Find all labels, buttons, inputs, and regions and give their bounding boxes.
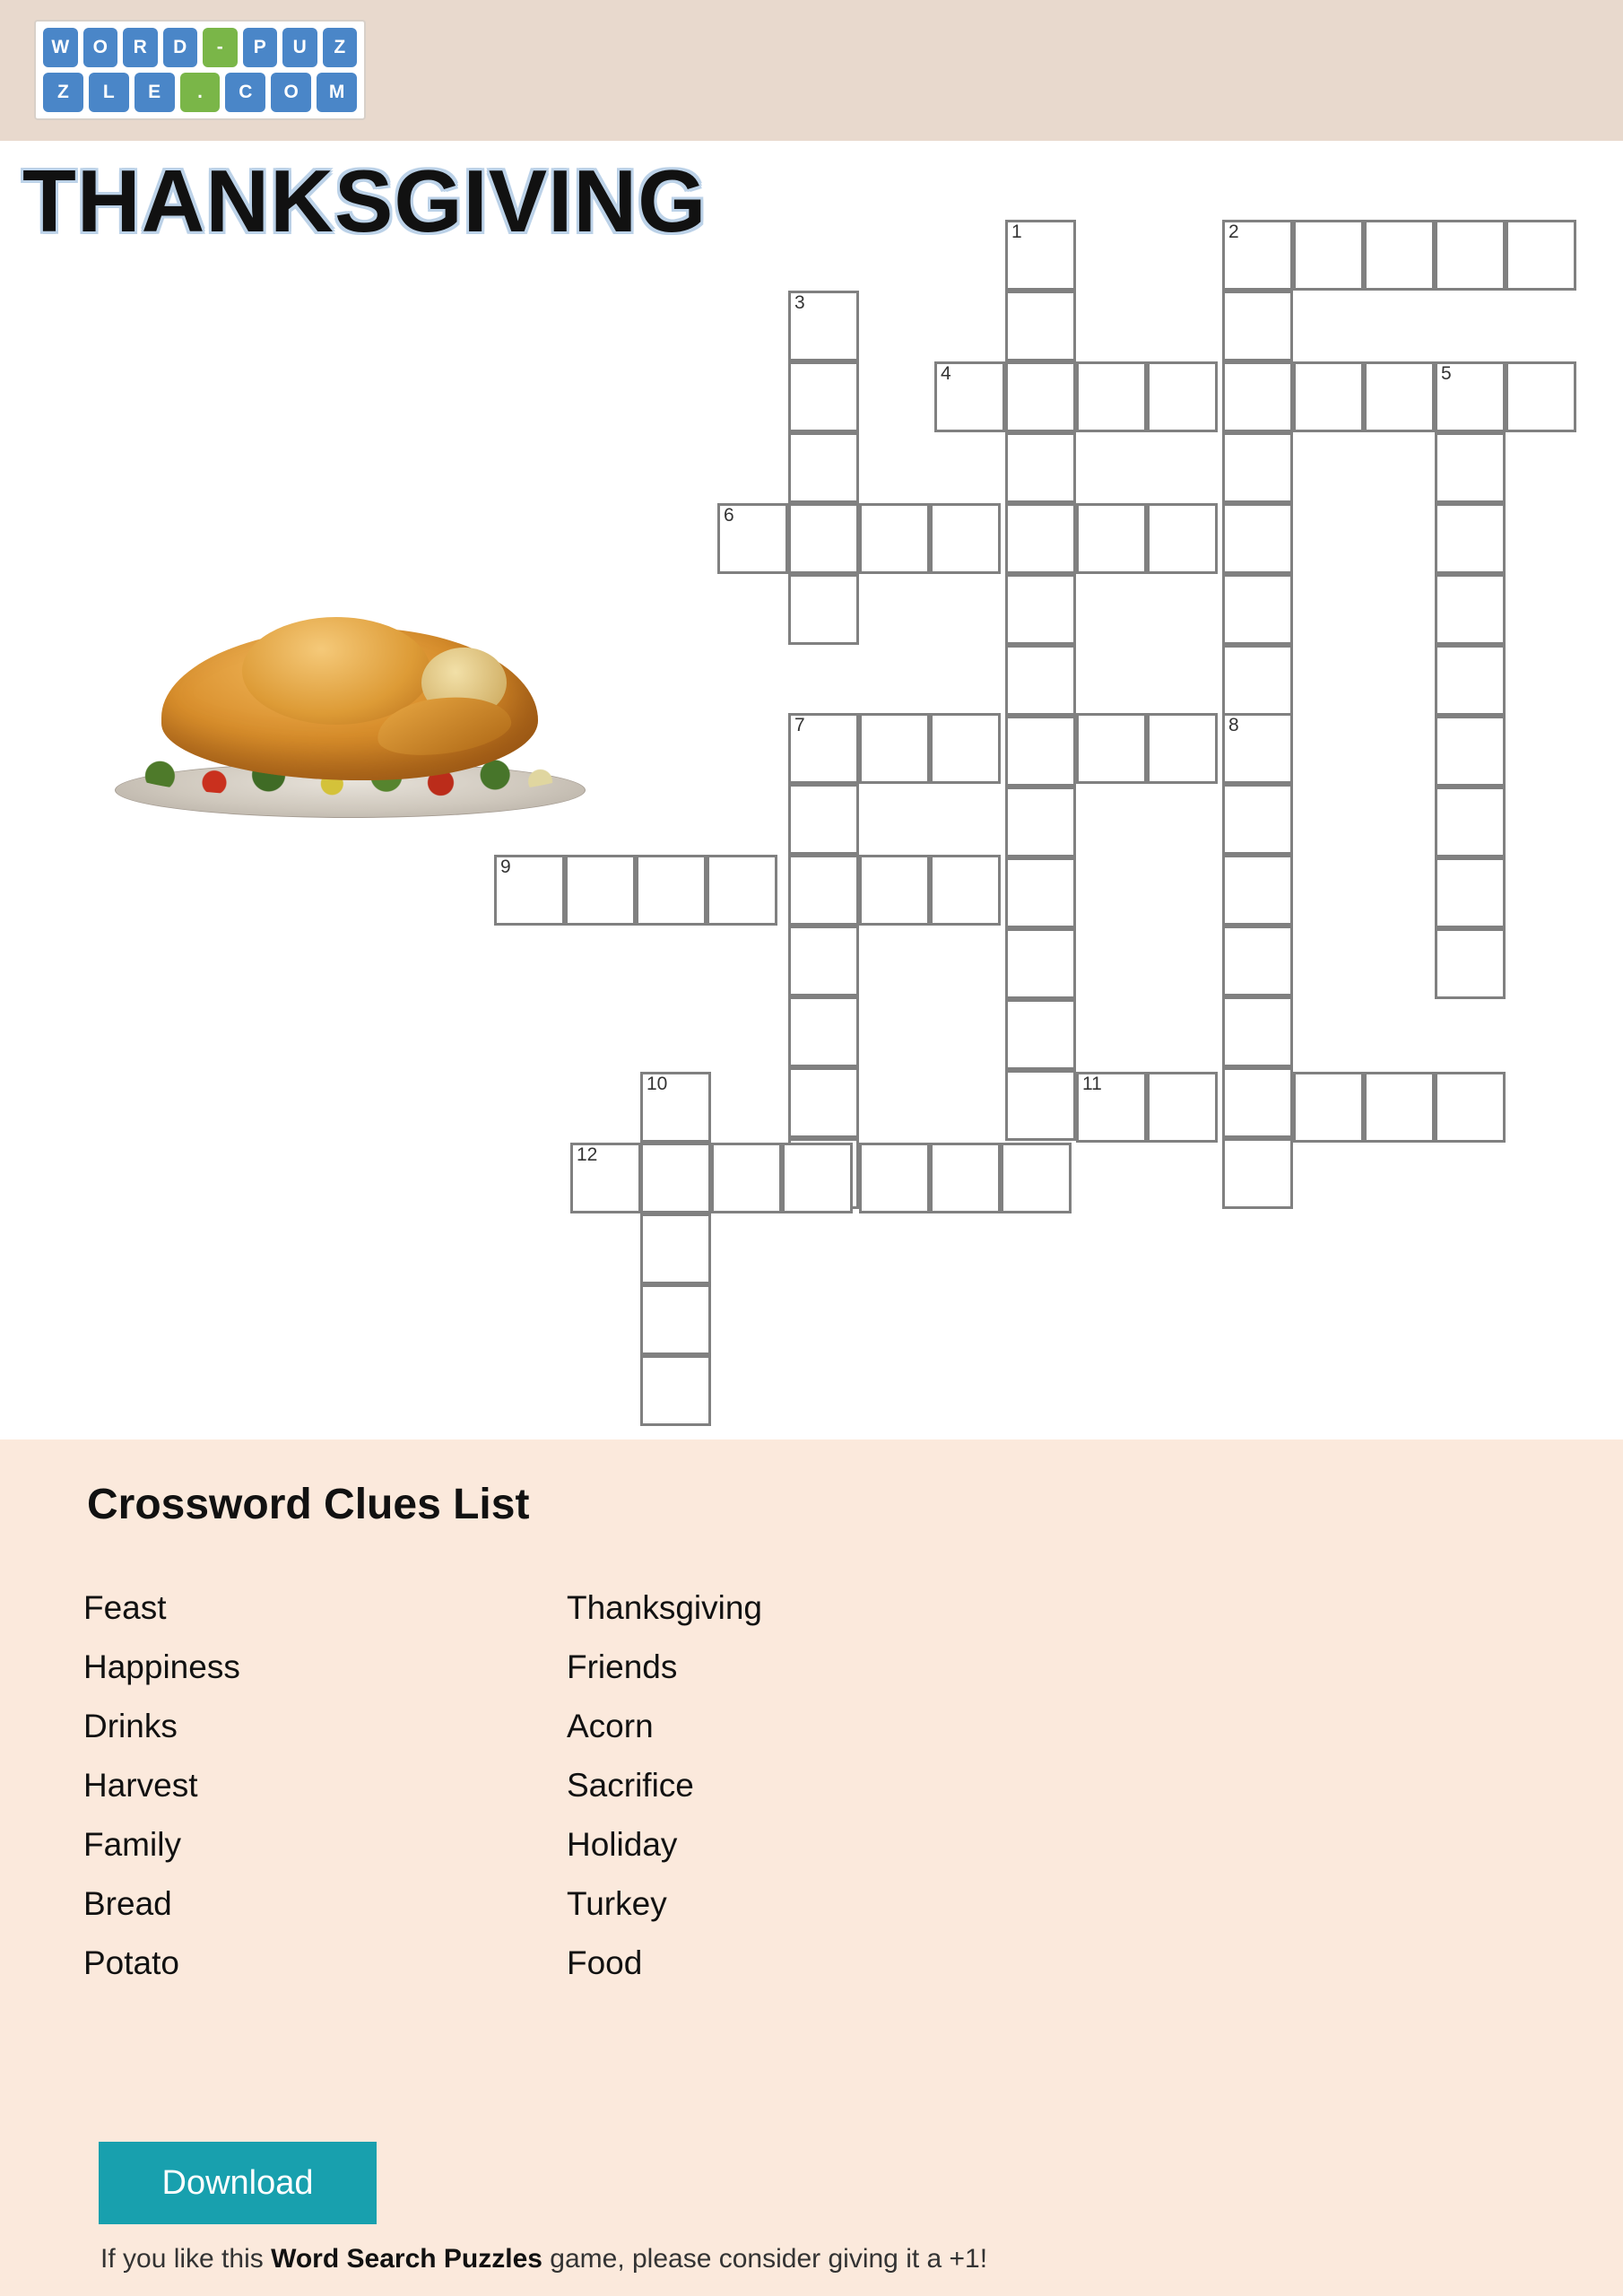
logo-tile-row1-4: - — [203, 28, 238, 67]
crossword-cell[interactable] — [1005, 645, 1076, 716]
page-title: THANKSGIVING — [22, 152, 707, 250]
clue-item-right-5: Turkey — [567, 1885, 667, 1922]
crossword-cell[interactable] — [1005, 857, 1076, 928]
crossword-cell[interactable] — [934, 361, 1005, 432]
crossword-cell[interactable] — [1005, 1070, 1076, 1141]
clue-item-right-0: Thanksgiving — [567, 1589, 763, 1626]
cell-number-7: 7 — [794, 715, 805, 735]
clue-item-right-1: Friends — [567, 1648, 678, 1685]
crossword-cell[interactable] — [1005, 291, 1076, 361]
crossword-cell[interactable] — [1435, 857, 1506, 928]
cell-number-8: 8 — [1228, 715, 1239, 735]
clue-item-right-6: Food — [567, 1944, 643, 1981]
crossword-cell[interactable] — [1435, 503, 1506, 574]
logo-tile-row1-7: Z — [323, 28, 358, 67]
crossword-cell[interactable] — [1364, 1072, 1435, 1143]
clue-item-left-3: Harvest — [83, 1767, 198, 1804]
logo-tile-row2-4: C — [225, 73, 265, 112]
crossword-cell[interactable] — [1435, 928, 1506, 999]
crossword-cell[interactable] — [1076, 361, 1147, 432]
cell-number-3: 3 — [794, 292, 805, 313]
crossword-cell[interactable] — [1005, 361, 1076, 432]
crossword-cell[interactable] — [788, 926, 859, 996]
crossword-cell[interactable] — [1222, 291, 1293, 361]
logo-tile-row2-1: L — [89, 73, 129, 112]
crossword-cell[interactable] — [1435, 716, 1506, 787]
crossword-cell[interactable] — [788, 503, 859, 574]
crossword-cell[interactable] — [1435, 432, 1506, 503]
crossword-cell[interactable] — [1222, 645, 1293, 716]
logo-row-top — [43, 28, 357, 67]
logo-tile-row2-5: O — [271, 73, 311, 112]
logo-tile-row1-2: R — [123, 28, 158, 67]
logo-tile-row2-2: E — [135, 73, 175, 112]
crossword-cell[interactable] — [859, 503, 930, 574]
footer-note-prefix: If you like this — [100, 2244, 272, 2274]
crossword-cell[interactable] — [1435, 1072, 1506, 1143]
cell-number-9: 9 — [500, 857, 511, 877]
crossword-cell[interactable] — [788, 713, 859, 784]
crossword-cell[interactable] — [1222, 926, 1293, 996]
clue-item-left-4: Family — [83, 1826, 181, 1863]
crossword-cell[interactable] — [1222, 574, 1293, 645]
crossword-cell[interactable] — [1222, 432, 1293, 503]
crossword-cell[interactable] — [1506, 361, 1576, 432]
crossword-cell[interactable] — [930, 713, 1001, 784]
crossword-cell[interactable] — [788, 432, 859, 503]
crossword-cell[interactable] — [788, 1067, 859, 1138]
footer-note-suffix: game, please consider giving it a +1! — [542, 2244, 988, 2274]
crossword-cell[interactable] — [1005, 432, 1076, 503]
clue-item-right-3: Sacrifice — [567, 1767, 694, 1804]
crossword-cell[interactable] — [859, 1143, 930, 1213]
crossword-cell[interactable] — [1076, 503, 1147, 574]
crossword-cell[interactable] — [788, 855, 859, 926]
clue-item-left-1: Happiness — [83, 1648, 240, 1685]
crossword-cell[interactable] — [1005, 716, 1076, 787]
clues-heading: Crossword Clues List — [87, 1481, 530, 1528]
crossword-cell[interactable] — [717, 503, 788, 574]
crossword-cell[interactable] — [640, 1143, 711, 1213]
crossword-cell[interactable] — [1435, 220, 1506, 291]
crossword-cell[interactable] — [859, 713, 930, 784]
crossword-cell[interactable] — [1005, 787, 1076, 857]
crossword-cell[interactable] — [1147, 361, 1218, 432]
crossword-cell[interactable] — [1001, 1143, 1072, 1213]
crossword-cell[interactable] — [1364, 361, 1435, 432]
crossword-cell[interactable] — [1076, 1072, 1147, 1143]
clue-item-left-6: Potato — [83, 1944, 179, 1981]
crossword-cell[interactable] — [711, 1143, 782, 1213]
crossword-cell[interactable] — [1005, 220, 1076, 291]
cell-number-6: 6 — [724, 505, 734, 526]
clue-item-right-2: Acorn — [567, 1708, 654, 1744]
logo-tile-row1-1: O — [83, 28, 118, 67]
logo-tile-row1-5: P — [243, 28, 278, 67]
crossword-cell[interactable] — [1222, 996, 1293, 1067]
clue-list-right — [567, 1578, 762, 1993]
crossword-cell[interactable] — [930, 1143, 1001, 1213]
crossword-cell[interactable] — [1506, 220, 1576, 291]
site-header — [0, 0, 1623, 141]
crossword-cell[interactable] — [640, 1284, 711, 1355]
crossword-cell[interactable] — [1435, 574, 1506, 645]
crossword-cell[interactable] — [1005, 574, 1076, 645]
clue-item-left-0: Feast — [83, 1589, 167, 1626]
crossword-cell[interactable] — [1293, 361, 1364, 432]
logo-tile-row2-6: M — [317, 73, 357, 112]
crossword-cell[interactable] — [707, 855, 777, 926]
crossword-cell[interactable] — [640, 1355, 711, 1426]
crossword-grid[interactable] — [0, 220, 1623, 1426]
crossword-cell[interactable] — [1222, 503, 1293, 574]
crossword-cell[interactable] — [1147, 503, 1218, 574]
crossword-cell[interactable] — [788, 996, 859, 1067]
crossword-cell[interactable] — [930, 855, 1001, 926]
crossword-cell[interactable] — [1293, 1072, 1364, 1143]
crossword-cell[interactable] — [636, 855, 707, 926]
crossword-cell[interactable] — [788, 574, 859, 645]
crossword-cell[interactable] — [1005, 928, 1076, 999]
crossword-cell[interactable] — [1222, 1067, 1293, 1138]
cell-number-1: 1 — [1011, 222, 1022, 242]
clue-item-right-4: Holiday — [567, 1826, 678, 1863]
crossword-cell[interactable] — [1435, 787, 1506, 857]
logo-tile-row2-0: Z — [43, 73, 83, 112]
cell-number-12: 12 — [577, 1144, 598, 1165]
crossword-cell[interactable] — [1364, 220, 1435, 291]
site-logo[interactable] — [34, 20, 366, 120]
download-button[interactable]: Download — [99, 2142, 377, 2224]
crossword-cell[interactable] — [1293, 220, 1364, 291]
crossword-cell[interactable] — [1435, 645, 1506, 716]
crossword-cell[interactable] — [1147, 1072, 1218, 1143]
logo-tile-row1-0: W — [43, 28, 78, 67]
crossword-cell[interactable] — [788, 291, 859, 361]
clue-list-left — [83, 1578, 240, 1993]
logo-tile-row1-3: D — [163, 28, 198, 67]
cell-number-2: 2 — [1228, 222, 1239, 242]
crossword-cell[interactable] — [788, 361, 859, 432]
crossword-cell[interactable] — [1005, 503, 1076, 574]
crossword-cell[interactable] — [570, 1143, 641, 1213]
crossword-cell[interactable] — [565, 855, 636, 926]
crossword-cell[interactable] — [1076, 713, 1147, 784]
crossword-cell[interactable] — [1005, 999, 1076, 1070]
crossword-cell[interactable] — [930, 503, 1001, 574]
crossword-cell[interactable] — [1222, 1138, 1293, 1209]
crossword-cell[interactable] — [494, 855, 565, 926]
logo-row-bottom — [43, 73, 357, 112]
crossword-cell[interactable] — [640, 1072, 711, 1143]
crossword-cell[interactable] — [1435, 361, 1506, 432]
cell-number-4: 4 — [941, 363, 951, 384]
cell-number-11: 11 — [1082, 1074, 1102, 1094]
footer-note — [100, 2244, 987, 2274]
footer-note-bold: Word Search Puzzles — [271, 2244, 542, 2274]
crossword-cell[interactable] — [859, 855, 930, 926]
crossword-cell[interactable] — [1147, 713, 1218, 784]
clue-item-left-2: Drinks — [83, 1708, 178, 1744]
clue-item-left-5: Bread — [83, 1885, 172, 1922]
cell-number-10: 10 — [647, 1074, 668, 1094]
logo-tile-row2-3: . — [180, 73, 221, 112]
crossword-cell[interactable] — [782, 1143, 853, 1213]
crossword-cell[interactable] — [1222, 784, 1293, 855]
crossword-cell[interactable] — [1222, 713, 1293, 784]
clues-panel — [0, 1439, 1623, 2130]
crossword-cell[interactable] — [640, 1213, 711, 1284]
crossword-cell[interactable] — [1222, 855, 1293, 926]
page-footer — [0, 2090, 1623, 2296]
crossword-cell[interactable] — [1222, 220, 1293, 291]
logo-tile-row1-6: U — [282, 28, 317, 67]
crossword-cell[interactable] — [1222, 361, 1293, 432]
cell-number-5: 5 — [1441, 363, 1452, 384]
crossword-cell[interactable] — [788, 784, 859, 855]
